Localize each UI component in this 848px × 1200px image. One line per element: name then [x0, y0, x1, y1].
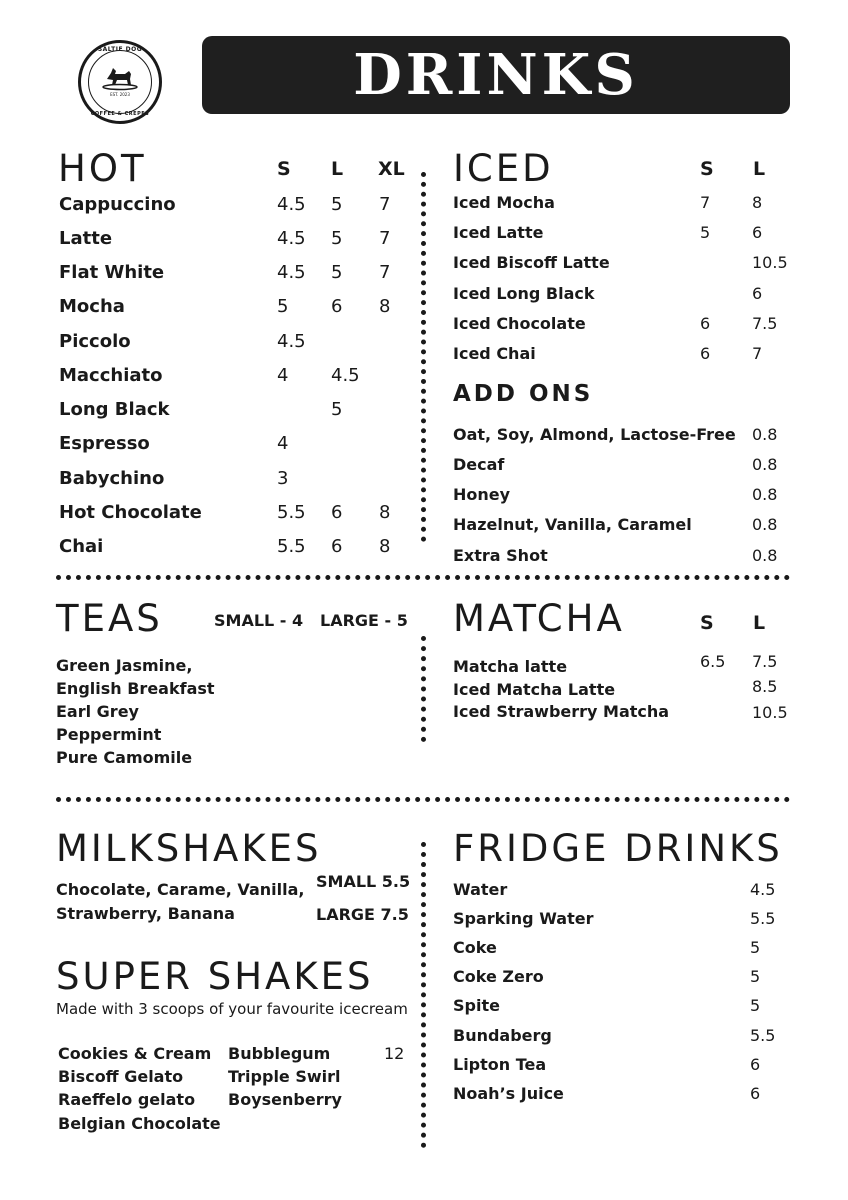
- tea-item: Peppermint: [56, 725, 162, 744]
- iced-item-price-s: 6: [700, 314, 711, 333]
- matcha-item-price-l: 10.5: [752, 703, 788, 722]
- super-shake-price: 12: [384, 1044, 405, 1063]
- hot-item-name: Chai: [59, 536, 104, 557]
- teas-large-price: LARGE - 5: [320, 611, 408, 630]
- hot-item-name: Espresso: [59, 433, 150, 454]
- fridge-item-name: Bundaberg: [453, 1026, 552, 1045]
- hot-item-name: Mocha: [59, 296, 125, 317]
- hot-item-price-xl: 8: [379, 502, 391, 523]
- addon-item-price: 0.8: [752, 425, 778, 444]
- iced-item-price-s: 6: [700, 344, 711, 363]
- fridge-item-price: 5: [750, 967, 761, 986]
- hot-item-name: Flat White: [59, 262, 165, 283]
- iced-item-price-l: 7.5: [752, 314, 778, 333]
- tea-item: English Breakfast: [56, 679, 215, 698]
- teas-title: TEAS: [56, 597, 163, 640]
- fridge-item-name: Lipton Tea: [453, 1055, 547, 1074]
- fridge-item-name: Coke: [453, 938, 497, 957]
- milkshakes-title: MILKSHAKES: [56, 827, 322, 870]
- addon-item-name: Oat, Soy, Almond, Lactose-Free: [453, 425, 736, 444]
- iced-item-price-l: 6: [752, 223, 763, 242]
- tea-item: Green Jasmine,: [56, 656, 193, 675]
- iced-title: ICED: [453, 147, 554, 190]
- milkshake-large-price: LARGE 7.5: [316, 905, 409, 924]
- drinks-banner: DRINKS: [202, 36, 790, 114]
- iced-item-price-l: 6: [752, 284, 763, 303]
- hot-item-price-s: 4: [277, 433, 289, 454]
- hot-item-name: Piccolo: [59, 331, 131, 352]
- hot-item-price-xl: 8: [379, 536, 391, 557]
- milkshake-flavours-line2: Strawberry, Banana: [56, 904, 235, 923]
- hot-item-price-l: 6: [331, 296, 343, 317]
- fridge-item-name: Coke Zero: [453, 967, 544, 986]
- iced-item-price-l: 8: [752, 193, 763, 212]
- fridge-item-name: Spite: [453, 996, 500, 1015]
- milkshake-flavours-line1: Chocolate, Carame, Vanilla,: [56, 880, 305, 899]
- column-divider: [421, 842, 426, 1148]
- iced-size-s: S: [700, 158, 714, 180]
- iced-item-price-l: 7: [752, 344, 763, 363]
- hot-item-price-l: 4.5: [331, 365, 360, 386]
- addon-item-name: Decaf: [453, 455, 505, 474]
- addon-item-name: Hazelnut, Vanilla, Caramel: [453, 515, 692, 534]
- iced-item-price-s: 5: [700, 223, 711, 242]
- fridge-item-price: 6: [750, 1084, 761, 1103]
- hot-item-price-l: 6: [331, 502, 343, 523]
- addon-item-name: Extra Shot: [453, 546, 548, 565]
- matcha-size-l: L: [753, 612, 766, 634]
- matcha-item-price-l: 8.5: [752, 677, 778, 696]
- iced-item-name: Iced Latte: [453, 223, 544, 242]
- addon-item-price: 0.8: [752, 515, 778, 534]
- super-shake-item: Cookies & Cream: [58, 1044, 212, 1063]
- fridge-item-price: 4.5: [750, 880, 776, 899]
- section-divider: [56, 575, 790, 580]
- hot-item-price-s: 4.5: [277, 228, 306, 249]
- matcha-item-name: Iced Matcha Latte: [453, 680, 616, 699]
- iced-item-price-l: 10.5: [752, 253, 788, 272]
- iced-item-name: Iced Chai: [453, 344, 536, 363]
- addon-item-price: 0.8: [752, 485, 778, 504]
- iced-item-name: Iced Biscoff Latte: [453, 253, 610, 272]
- hot-item-name: Cappuccino: [59, 194, 176, 215]
- hot-item-price-l: 5: [331, 262, 343, 283]
- milkshake-small-price: SMALL 5.5: [316, 872, 411, 891]
- super-shake-item: Bubblegum: [228, 1044, 331, 1063]
- iced-size-l: L: [753, 158, 766, 180]
- hot-item-price-s: 5.5: [277, 536, 306, 557]
- fridge-item-price: 6: [750, 1055, 761, 1074]
- iced-item-name: Iced Chocolate: [453, 314, 586, 333]
- logo-est: EST. 2023: [110, 92, 130, 97]
- hot-item-price-s: 5: [277, 296, 289, 317]
- hot-item-price-s: 4.5: [277, 194, 306, 215]
- hot-item-price-l: 5: [331, 194, 343, 215]
- fridge-drinks-title: FRIDGE DRINKS: [453, 827, 783, 870]
- super-shake-item: Biscoff Gelato: [58, 1067, 184, 1086]
- matcha-item-name: Matcha latte: [453, 657, 568, 676]
- hot-item-price-xl: 8: [379, 296, 391, 317]
- teas-small-price: SMALL - 4: [214, 611, 304, 630]
- super-shakes-subtitle: Made with 3 scoops of your favourite icecream: [56, 1000, 408, 1018]
- super-shake-item: Raeffelo gelato: [58, 1090, 196, 1109]
- matcha-item-price-s: 6.5: [700, 652, 726, 671]
- addon-item-name: Honey: [453, 485, 511, 504]
- cafe-logo: [78, 40, 162, 124]
- hot-item-name: Hot Chocolate: [59, 502, 202, 523]
- fridge-item-price: 5: [750, 996, 761, 1015]
- hot-item-price-s: 3: [277, 468, 289, 489]
- hot-item-price-s: 4: [277, 365, 289, 386]
- hot-item-price-l: 5: [331, 399, 343, 420]
- matcha-item-price-l: 7.5: [752, 652, 778, 671]
- addon-item-price: 0.8: [752, 546, 778, 565]
- hot-item-price-s: 4.5: [277, 262, 306, 283]
- tea-item: Pure Camomile: [56, 748, 193, 767]
- hot-item-name: Long Black: [59, 399, 170, 420]
- addons-title: ADD ONS: [453, 381, 594, 407]
- hot-item-price-xl: 7: [379, 228, 391, 249]
- fridge-item-name: Water: [453, 880, 508, 899]
- hot-item-price-xl: 7: [379, 194, 391, 215]
- hot-size-s: S: [277, 158, 291, 180]
- logo-top-text: SALTIE DOG: [97, 46, 143, 53]
- hot-size-xl: XL: [378, 158, 405, 180]
- fridge-item-price: 5.5: [750, 909, 776, 928]
- hot-title: HOT: [58, 147, 147, 190]
- super-shake-item: Boysenberry: [228, 1090, 342, 1109]
- logo-bottom-text: COFFEE & CREPES: [90, 111, 150, 117]
- fridge-item-name: Noah’s Juice: [453, 1084, 564, 1103]
- fridge-item-price: 5.5: [750, 1026, 776, 1045]
- tea-item: Earl Grey: [56, 702, 139, 721]
- super-shakes-title: SUPER SHAKES: [56, 955, 374, 998]
- hot-item-price-s: 4.5: [277, 331, 306, 352]
- super-shake-item: Belgian Chocolate: [58, 1114, 221, 1133]
- hot-item-price-l: 5: [331, 228, 343, 249]
- hot-size-l: L: [331, 158, 344, 180]
- fridge-item-name: Sparking Water: [453, 909, 594, 928]
- fridge-item-price: 5: [750, 938, 761, 957]
- iced-item-price-s: 7: [700, 193, 711, 212]
- column-divider: [421, 172, 426, 542]
- super-shake-item: Tripple Swirl: [228, 1067, 341, 1086]
- column-divider: [421, 636, 426, 742]
- hot-item-price-s: 5.5: [277, 502, 306, 523]
- iced-item-name: Iced Mocha: [453, 193, 555, 212]
- hot-item-price-xl: 7: [379, 262, 391, 283]
- addon-item-price: 0.8: [752, 455, 778, 474]
- hot-item-name: Babychino: [59, 468, 165, 489]
- hot-item-price-l: 6: [331, 536, 343, 557]
- matcha-size-s: S: [700, 612, 714, 634]
- matcha-title: MATCHA: [453, 597, 625, 640]
- dog-surfboard-icon: [101, 65, 139, 91]
- hot-item-name: Macchiato: [59, 365, 163, 386]
- section-divider: [56, 797, 790, 802]
- matcha-item-name: Iced Strawberry Matcha: [453, 702, 670, 721]
- hot-item-name: Latte: [59, 228, 113, 249]
- iced-item-name: Iced Long Black: [453, 284, 595, 303]
